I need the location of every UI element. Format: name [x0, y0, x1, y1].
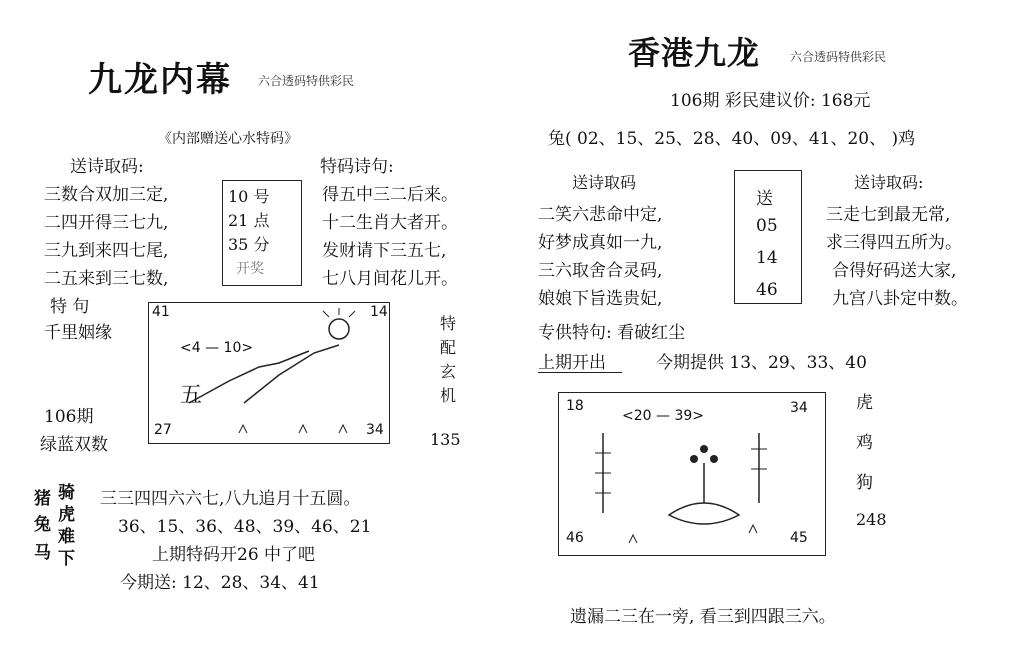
- right-pic-tr: 34: [790, 400, 808, 416]
- landscape-sketch-icon: [149, 303, 389, 443]
- right-poem-left-line: 娘娘下旨选贵妃,: [538, 289, 663, 309]
- zodiac-pig: 猪: [34, 489, 51, 509]
- left-poem-left-header: 送诗取码:: [70, 157, 144, 177]
- left-tejv-text: 千里姻缘: [44, 323, 112, 343]
- right-poem-left-line: 三六取舍合灵码,: [538, 261, 663, 281]
- right-rabbit-line: 兔( 02、15、25、28、40、09、41、20、 )鸡: [548, 129, 916, 149]
- right-poem-left-line: 二笑六悲命中定,: [538, 205, 663, 225]
- right-poem-right-line: 合得好码送大家,: [832, 261, 957, 281]
- zodiac-hard: 难: [58, 527, 75, 547]
- right-side-number: 248: [856, 510, 887, 529]
- left-drawing: [148, 302, 390, 444]
- left-bottom-line2: 36、15、36、48、39、46、21: [118, 517, 372, 537]
- right-underline: [538, 372, 622, 373]
- right-send-line: 送: [756, 189, 773, 209]
- right-zodiac-rooster: 鸡: [856, 433, 873, 453]
- right-poem-right-line: 九宫八卦定中数。: [832, 289, 968, 309]
- right-this-period: 今期提供 13、29、33、40: [656, 353, 867, 373]
- right-pic-mid: <20 — 39>: [622, 408, 704, 424]
- right-send-line: 05: [756, 216, 778, 236]
- right-zodiac-tiger: 虎: [856, 393, 873, 413]
- left-subtitle: 六合透码特供彩民: [258, 74, 355, 88]
- left-poem-right-header: 特码诗句:: [320, 157, 394, 177]
- right-poem-right-line: 求三得四五所为。: [826, 233, 962, 253]
- right-subtitle: 六合透码特供彩民: [790, 50, 887, 64]
- left-poem-left-line: 二四开得三七九,: [44, 213, 169, 233]
- zodiac-down: 下: [58, 549, 75, 569]
- left-pic-tl: 41: [152, 304, 170, 320]
- right-poem-left-line: 好梦成真如一九,: [538, 233, 663, 253]
- right-bottom-line: 遗漏二三在一旁, 看三到四跟三六。: [570, 607, 836, 627]
- left-time-line: 开奖: [236, 261, 264, 277]
- right-special-line: 专供特句: 看破红尘: [538, 323, 686, 343]
- left-side-number: 135: [430, 430, 461, 449]
- left-title: 九龙内幕: [88, 60, 232, 100]
- left-bracket-note: 《内部赠送心水特码》: [158, 131, 298, 147]
- left-poem-left-line: 三数合双加三定,: [44, 185, 169, 205]
- left-pic-tr: 14: [370, 304, 388, 320]
- left-pic-char: 五: [180, 383, 203, 408]
- left-time-line: 21 点: [228, 211, 270, 230]
- left-period: 106期: [44, 407, 94, 427]
- right-zodiac-dog: 狗: [856, 473, 873, 493]
- right-send-line: 46: [756, 280, 778, 300]
- zodiac-tiger: 虎: [58, 505, 75, 525]
- left-pic-br: 34: [366, 422, 384, 438]
- right-poem-left-header: 送诗取码: [572, 173, 637, 192]
- right-pic-bl: 46: [566, 530, 584, 546]
- right-last-period: 上期开出: [538, 353, 606, 373]
- left-green-blue: 绿蓝双数: [40, 435, 108, 455]
- right-title: 香港九龙: [628, 34, 761, 72]
- left-poem-left-line: 二五来到三七数,: [44, 269, 169, 289]
- zodiac-horse: 马: [34, 543, 51, 563]
- left-poem-right-line: 十二生肖大者开。: [322, 213, 458, 233]
- right-period-price: 106期 彩民建议价: 168元: [670, 91, 871, 111]
- right-pic-tl: 18: [566, 398, 584, 414]
- left-time-line: 35 分: [228, 235, 270, 254]
- left-time-line: 10 号: [228, 187, 270, 206]
- left-side-vertical: 特配玄机: [439, 314, 456, 405]
- left-pic-mid: <4 — 10>: [180, 340, 254, 356]
- left-poem-right-line: 七八月间花儿开。: [322, 269, 458, 289]
- left-bottom-line1: 三三四四六六七,八九追月十五圆。: [100, 489, 361, 509]
- zodiac-rabbit: 兔: [34, 515, 51, 535]
- left-pic-bl: 27: [154, 422, 172, 438]
- left-poem-right-line: 发财请下三五七,: [322, 241, 447, 261]
- left-tejv-label: 特 句: [50, 297, 90, 317]
- right-poem-right-header: 送诗取码:: [854, 173, 924, 192]
- left-poem-left-line: 三九到来四七尾,: [44, 241, 169, 261]
- right-pic-br: 45: [790, 530, 808, 546]
- right-send-line: 14: [756, 248, 778, 268]
- left-bottom-line3: 上期特码开26 中了吧: [152, 545, 316, 565]
- left-bottom-line4: 今期送: 12、28、34、41: [120, 573, 320, 593]
- left-poem-right-line: 得五中三二后来。: [322, 185, 458, 205]
- right-poem-right-line: 三走七到最无常,: [826, 205, 951, 225]
- zodiac-ride: 骑: [58, 483, 75, 503]
